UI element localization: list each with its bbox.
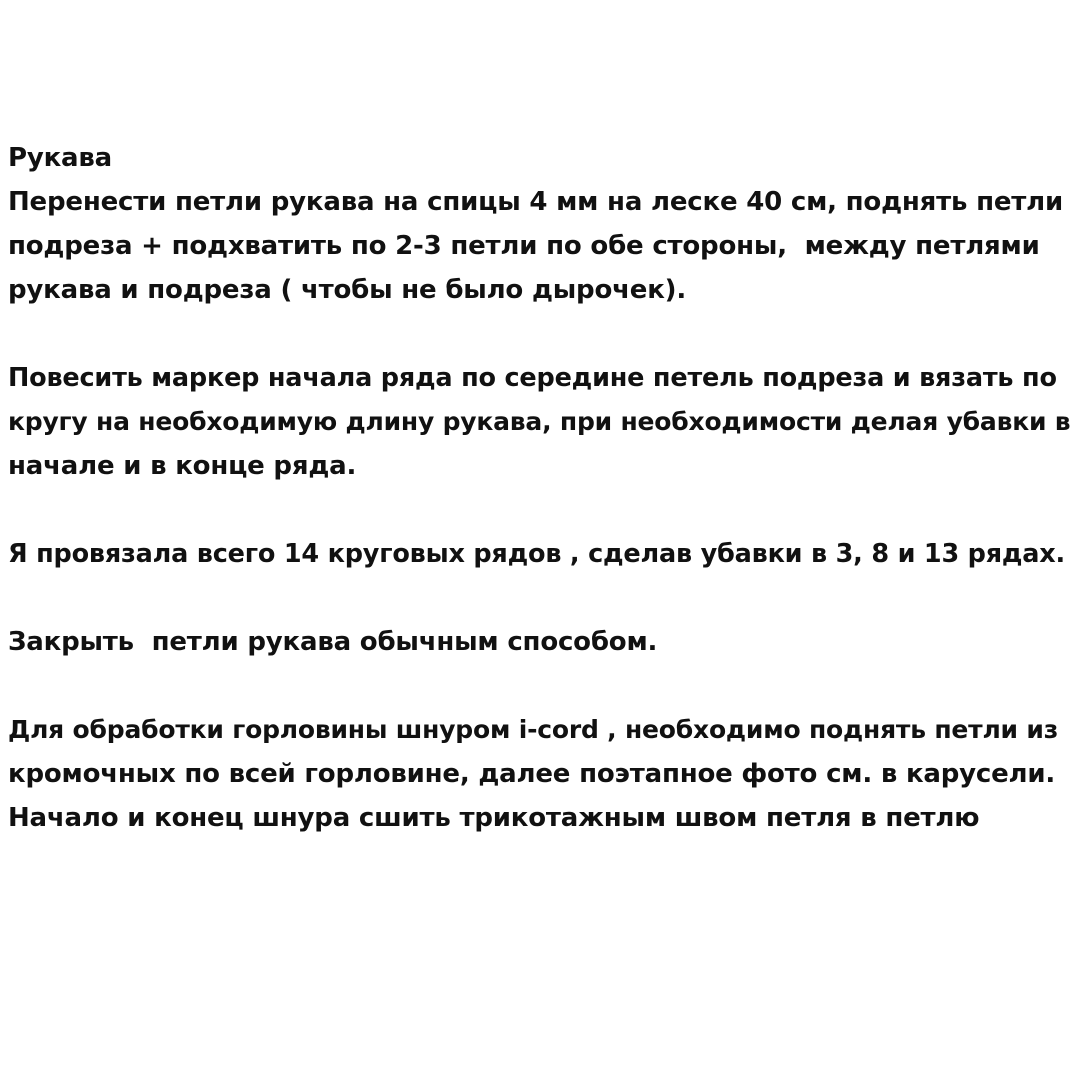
document-title: Рукава <box>8 143 112 173</box>
para1-line-3: рукава и подреза ( чтобы не было дырочек). <box>8 275 687 305</box>
para5-line-3: Начало и конец шнура сшить трикотажным швом петля в петлю <box>8 803 980 833</box>
paragraph-gap <box>8 576 1076 620</box>
para2-line-2: кругу на необходимую длину рукава, при необходимости делая убавки в <box>8 407 1071 436</box>
para3-line-1: Я провязала всего 14 круговых рядов , сделав убавки в 3, 8 и 13 рядах. <box>8 539 1066 569</box>
para5-line-1: Для обработки горловины шнуром i-cord , необходимо поднять петли из <box>8 715 1059 744</box>
para1-line-2: подреза + подхватить по 2-3 петли по обе стороны, между петлями <box>8 231 1040 261</box>
para1-line-1: Перенести петли рукава на спицы 4 мм на леске 40 см, поднять петли <box>8 187 1064 217</box>
paragraph-gap <box>8 488 1076 532</box>
document-body <box>8 136 1076 840</box>
paragraph-gap <box>8 312 1076 356</box>
para2-line-3: начале и в конце ряда. <box>8 451 357 481</box>
para5-line-2: кромочных по всей горловине, далее поэтапное фото см. в карусели. <box>8 759 1056 789</box>
para4-line-1: Закрыть петли рукава обычным способом. <box>8 627 658 657</box>
para2-line-1: Повесить маркер начала ряда по середине петель подреза и вязать по <box>8 363 1057 393</box>
paragraph-gap <box>8 664 1076 708</box>
